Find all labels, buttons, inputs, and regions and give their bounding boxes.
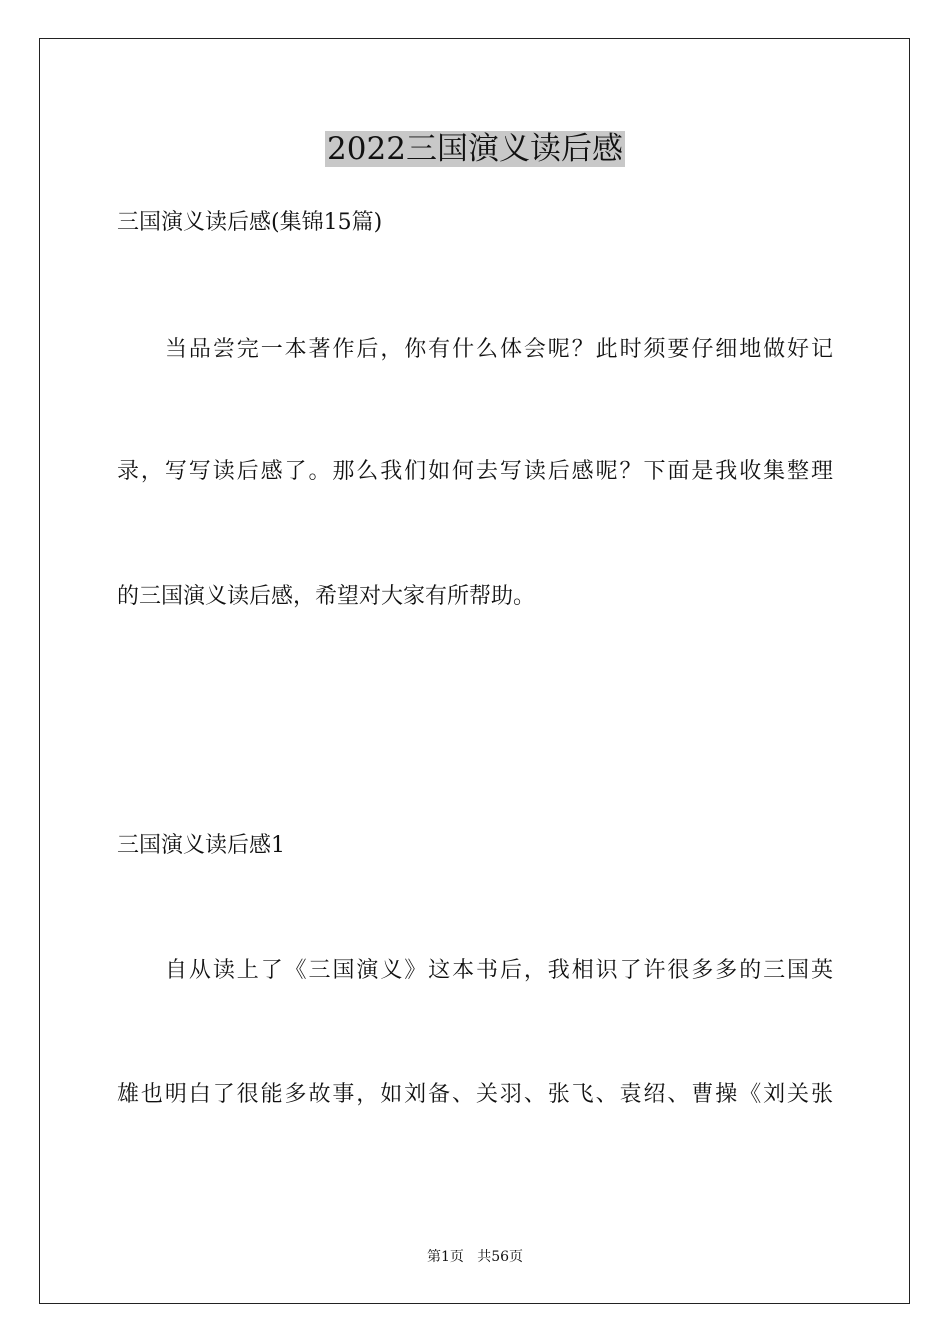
document-subtitle: 三国演义读后感(集锦15篇) (117, 210, 383, 235)
intro-paragraph-line-1: 当品尝完一本著作后，你有什么体会呢？此时须要仔细地做好记 (165, 337, 833, 362)
document-title (0, 128, 950, 170)
page-footer: 第1页 共56页 (426, 1249, 524, 1265)
section-paragraph-line-1: 自从读上了《三国演义》这本书后，我相识了许很多多的三国英 (165, 958, 833, 983)
section-paragraph-line-2: 雄也明白了很能多故事，如刘备、关羽、张飞、袁绍、曹操《刘关张 (117, 1082, 833, 1107)
intro-paragraph-line-3: 的三国演义读后感，希望对大家有所帮助。 (117, 584, 536, 609)
document-title-text: 2022三国演义读后感 (327, 131, 623, 167)
intro-paragraph-line-2: 录，写写读后感了。那么我们如何去写读后感呢？下面是我收集整理 (117, 459, 833, 484)
section-heading: 三国演义读后感1 (117, 833, 285, 858)
